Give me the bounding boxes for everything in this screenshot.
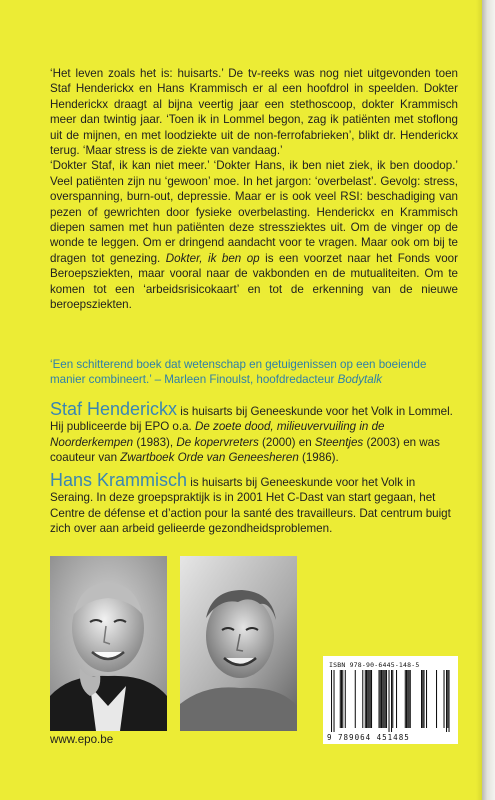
- blurb-text: [50, 66, 458, 313]
- barcode-bars: [329, 670, 452, 732]
- isbn-label: ISBN 978-90-6445-148-5: [329, 661, 420, 669]
- author-photo-henderickx: [50, 556, 167, 731]
- author-photo-krammisch: [180, 556, 297, 731]
- barcode: [323, 656, 458, 744]
- publisher-url: www.epo.be: [50, 733, 114, 746]
- barcode-digits: 9 789064 451485: [327, 733, 410, 742]
- book-spine-edge: [482, 0, 495, 800]
- author-bio-text: is huisarts bij Geneeskunde voor het Volk in Seraing. In deze groepspraktijk is in 2001 Het C-Dast van start gegaan, het Centre de défense et d’action pour la santé des travailleurs. Dat centrum buigt zich over aan arbeid gelieerde gezondheidsproblemen.: [50, 476, 451, 536]
- author-name: Hans Krammisch: [50, 470, 188, 490]
- author-bio-henderickx: [50, 399, 460, 466]
- blurb-paragraph-2: ‘Dokter Staf, ik kan niet meer.’ ‘Dokter Hans, ik ben niet ziek, ik ben doodop.’ Veel patiënten zijn nu ‘gewoon’ moe. In het jargon: ‘overbelast’. Gevolg: stress, overspanning, burn-out, depressie. Maar er is ook veel RSI: beschadiging van pezen of gewrichten door fysieke overbelasting. Henderickx en Krammisch diepen samen met hun patiënten deze stressziektes uit. Om de vinger op de wonde te leggen. Om er dringend aandacht voor te vragen. Maar ook om bij te dragen tot genezing. Dokter, ik ben op is een voorzet naar het Fonds voor Beroepsziekten, maar vooral naar de vakbonden en de mutualiteiten. Om te komen tot een ‘arbeidsrisicokaart’ en tot de erkenning van de nieuwe beroepsziekten.: [50, 159, 458, 312]
- author-bio-krammisch: [50, 470, 460, 537]
- review-quote: ‘Een schitterend boek dat wetenschap en getuigenissen op een boeiende manier combineert.’ – Marleen Finoulst, hoofdredacteur Bodytalk: [50, 358, 427, 387]
- author-bio-text: is huisarts bij Geneeskunde voor het Volk in Lommel. Hij publiceerde bij EPO o.a. De zoete dood, milieuvervuiling in de Noorderkempen (1983), De kopervreters (2000) en Steentjes (2003) en was coauteur van Zwartboek Orde van Geneesheren (1986).: [50, 405, 453, 465]
- blurb-paragraph-1: ‘Het leven zoals het is: huisarts.’ De tv-reeks was nog niet uitgevonden toen Staf Henderickx en Hans Krammisch er al een hoofdrol in speelden. Dokter Henderickx draagt al bijna veertig jaar een stethoscoop, dokter Krammisch meer dan twintig jaar. ‘Toen ik in Lommel begon, zag ik patiënten met stoflong uit de mijnen, en met loodziekte uit de non-ferrofabrieken’, blikt dr. Henderickx terug. ‘Maar stress is de ziekte van vandaag.’: [50, 67, 458, 158]
- author-name: Staf Henderickx: [50, 399, 178, 419]
